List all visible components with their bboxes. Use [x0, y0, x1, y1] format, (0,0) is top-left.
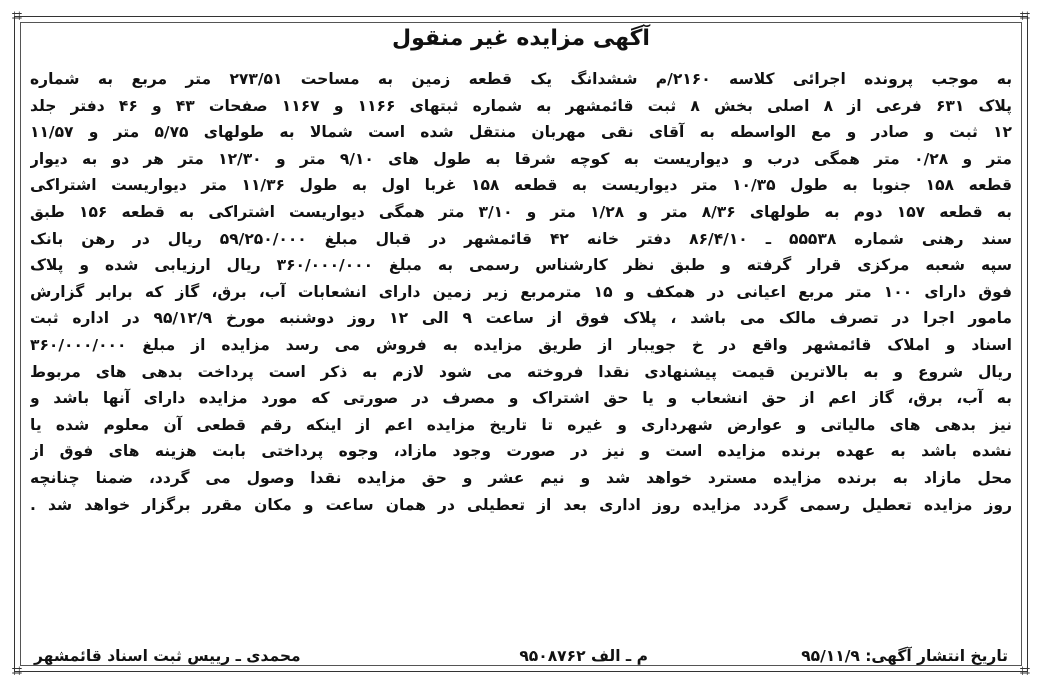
reference-number: م ـ الف ۹۵۰۸۷۶۲: [519, 647, 648, 665]
body-line: سند رهنی شماره ۵۵۵۳۸ ـ ۸۶/۴/۱۰ دفتر خانه ۴۲ قائمشهر در قبال مبلغ ۵۹/۲۵۰/۰۰۰ ریال در رهن بانک: [30, 229, 1012, 248]
body-line: قطعه ۱۵۸ جنوبا به طول ۱۰/۳۵ متر دیواریست به قطعه ۱۵۸ غربا اول به طول ۱۱/۳۶ متر دیواریست اشتراکی: [30, 176, 1012, 195]
publish-date: تاریخ انتشار آگهی: ۹۵/۱۱/۹: [801, 647, 1008, 665]
signature: محمدی ـ رییس ثبت اسناد قائمشهر: [34, 647, 301, 665]
body-line: نشده باشد به عهده برنده مزایده است و نیز در صورت وجود مازاد، وجوه پرداختی بابت هزینه های فوق از: [30, 442, 1012, 461]
body-line: محل مازاد به برنده مزایده مسترد خواهد شد و نیم عشر و حق مزایده نقدا وصول می گردد، ضمنا چنانچه: [30, 468, 1012, 487]
body-line: متر و ۰/۲۸ متر همگی درب و دیواریست به کوچه شرقا به طول های ۹/۱۰ متر و ۱۲/۳۰ متر هر دو به دیوار: [30, 149, 1012, 168]
notice-title: آگهی مزایده غیر منقول: [392, 26, 650, 51]
body-line: اسناد و املاک قائمشهر واقع در خ جویبار از طریق مزایده به فروش می رسد مزایده از مبلغ ۳۶۰/۰۰۰/۰۰۰: [30, 335, 1012, 354]
notice-body: [30, 66, 1012, 518]
corner-ornament-icon: ⌗: [11, 661, 23, 682]
body-line: ۱۲ ثبت و صادر و مع الواسطه به آقای نقی مهربان منتقل شده است شمالا به طولهای ۵/۷۵ متر و ۱۱/۵۷: [30, 123, 1012, 142]
body-line: فوق دارای ۱۰۰ متر مربع اعیانی در همکف و ۱۵ مترمربع زیر زمین دارای انشعابات آب، برق، گاز که برابر گزارش: [30, 282, 1012, 301]
body-line: ریال شروع و به بالاترین قیمت پیشنهادی نقدا فروخته می شود لازم به ذکر است پرداخت بدهی های مربوط: [30, 362, 1012, 381]
corner-ornament-icon: ⌗: [11, 6, 23, 27]
body-line: سپه شعبه مرکزی قرار گرفته و طبق نظر کارشناس رسمی به مبلغ ۳۶۰/۰۰۰/۰۰۰ ریال ارزیابی شده و پلاک: [30, 256, 1012, 275]
corner-ornament-icon: ⌗: [1019, 661, 1031, 682]
body-line: به قطعه ۱۵۷ دوم به طولهای ۸/۳۶ متر و ۱/۲۸ متر و ۳/۱۰ متر همگی دیواریست اشتراکی به قطعه ۱۵۶ طبق: [30, 202, 1012, 221]
body-line: مامور اجرا در تصرف مالک می باشد ، پلاک فوق از ساعت ۹ الی ۱۲ روز دوشنبه مورخ ۹۵/۱۲/۹ در اداره ثبت: [30, 309, 1012, 328]
body-line: نیز بدهی های مالیاتی و عوارض شهرداری و غیره تا تاریخ مزایده اعم از اینکه رقم قطعی آن معلوم شده یا: [30, 415, 1012, 434]
body-line: پلاک ۶۳۱ فرعی از ۸ اصلی بخش ۸ ثبت قائمشهر به شماره ثبتهای ۱۱۶۶ و ۱۱۶۷ صفحات ۴۳ و ۴۶ دفتر جلد: [30, 96, 1012, 115]
body-line: به موجب پرونده اجرائی کلاسه ۲۱۶۰/م ششدانگ یک قطعه زمین به مساحت ۲۷۳/۵۱ متر مربع به شماره: [30, 70, 1012, 88]
notice-footer: [34, 647, 1008, 673]
corner-ornament-icon: ⌗: [1019, 6, 1031, 27]
body-line: روز مزایده تعطیل رسمی گردد مزایده روز اداری بعد از تعطیلی در همان ساعت و مکان مقرر برگزار خواهد شد .: [30, 495, 1012, 514]
body-line: به آب، برق، گاز اعم از حق انشعاب و یا حق اشتراک و مصرف در صورتی که مورد مزایده دارای آنها باشد و: [30, 389, 1012, 408]
